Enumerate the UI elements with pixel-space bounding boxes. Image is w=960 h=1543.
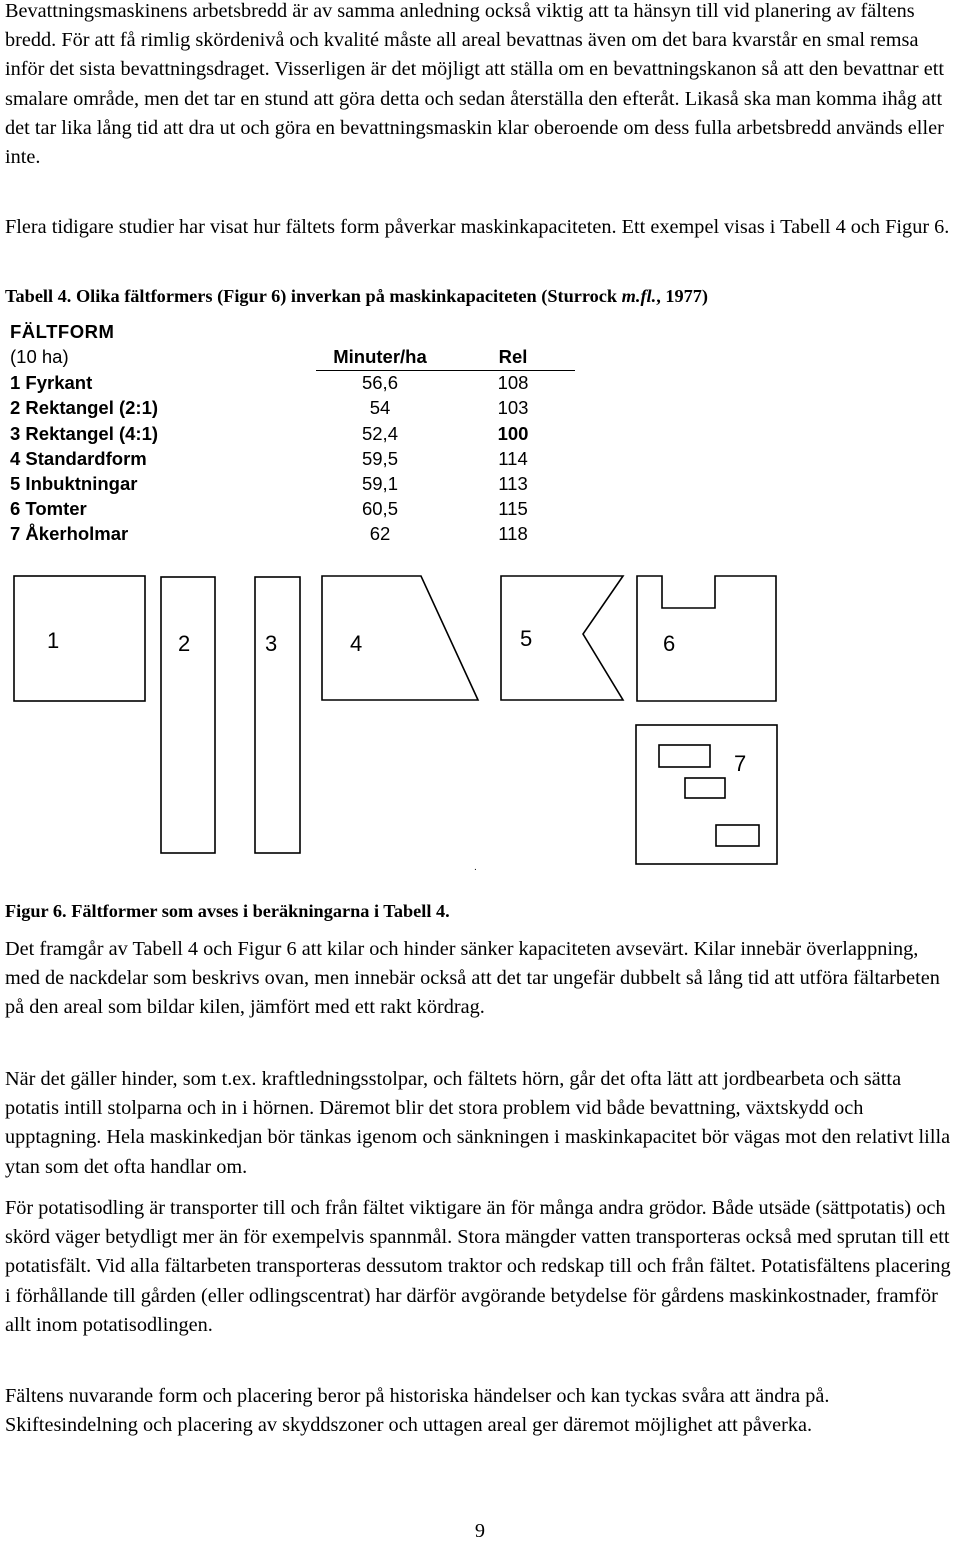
table-cell-rel: 108 bbox=[497, 372, 529, 393]
table-subtitle: (10 ha) bbox=[10, 346, 69, 367]
table-cell-rel: 115 bbox=[498, 498, 528, 519]
table-row-label: 4 Standardform bbox=[10, 448, 147, 469]
field-shapes-figure bbox=[0, 560, 960, 880]
col-header-rel: Rel bbox=[498, 346, 528, 367]
shape-label: 4 bbox=[350, 631, 363, 656]
islet-3 bbox=[716, 825, 759, 846]
figure-dot: . bbox=[474, 862, 477, 873]
shape-label: 5 bbox=[520, 626, 533, 651]
table-cell-minutes: 52,4 bbox=[361, 423, 398, 444]
shape-plots bbox=[637, 576, 776, 701]
table-row-label: 1 Fyrkant bbox=[10, 372, 93, 393]
table-cell-minutes: 59,1 bbox=[361, 473, 398, 494]
paragraph-obstacles: När det gäller hinder, som t.ex. kraftledningsstolpar, och fältets hörn, går det ofta lätt att jordbearbeta och sätta potatis intill stolparna och in i hörnen. Däremot blir det stora problem vid både bevattning, växtskydd och upptagning. Hela maskinkedjan bör tänkas igenom och sänkningen i maskinkapacitet bör vägas mot den relativt lilla ytan som det ofta handlar om. bbox=[5, 1068, 951, 1178]
table-row-label: 2 Rektangel (2:1) bbox=[10, 397, 159, 418]
islet-2 bbox=[685, 778, 725, 798]
paragraph-irrigation-width: Bevattningsmaskinens arbetsbredd är av samma anledning också viktig att ta hänsyn till vid planering av fältens bredd. För att få rimlig skördenivå och kvalité måste all areal bevattnas även om det bara kvarstår en smal remsa inför det sista bevattningsdraget. Visserligen är det möjligt att ställa om en bevattningskanon så att den bevattnar ett smalare område, men det tar en stund att göra detta och sedan återställa den efteråt. Likaså ska man komma ihåg att det tar lika lång tid att dra ut och göra en bevattningsmaskin klar oberoende om dess fulla arbetsbredd används eller inte. bbox=[5, 0, 944, 169]
table-cell-rel: 114 bbox=[498, 448, 528, 469]
shape-field-islets bbox=[636, 725, 777, 864]
shape-label: 6 bbox=[663, 631, 676, 656]
table-cell-minutes: 62 bbox=[369, 523, 391, 544]
table-row-label: 7 Åkerholmar bbox=[10, 523, 129, 544]
table-row-label: 3 Rektangel (4:1) bbox=[10, 423, 159, 444]
page-number: 9 bbox=[474, 1520, 486, 1542]
table-row-label: 5 Inbuktningar bbox=[10, 473, 138, 494]
table-cell-minutes: 56,6 bbox=[361, 372, 398, 393]
table-cell-rel: 118 bbox=[498, 523, 528, 544]
shape-label: 3 bbox=[265, 631, 278, 656]
paragraph-wedges: Det framgår av Tabell 4 och Figur 6 att kilar och hinder sänker kapaciteten avsevärt. Kilar innebär överlappning, med de nackdelar som beskrivs ovan, men innebär också att det tar ungefär dubbelt så lång tid att utföra fältarbeten på den areal som bildar kilen, jämfört med ett rakt kördrag. bbox=[5, 938, 940, 1019]
table-title: FÄLTFORM bbox=[10, 321, 115, 342]
col-header-minutes: Minuter/ha bbox=[333, 346, 427, 367]
paragraph-field-shape-studies: Flera tidigare studier har visat hur fältets form påverkar maskinkapaciteten. Ett exempel visas i Tabell 4 och Figur 6. bbox=[5, 216, 950, 238]
shape-square bbox=[14, 576, 145, 701]
table-header-rule bbox=[316, 370, 575, 371]
table-cell-minutes: 54 bbox=[369, 397, 391, 418]
paragraph-field-placement: Fältens nuvarande form och placering beror på historiska händelser och kan tyckas svåra att ändra på. Skiftesindelning och placering av skyddszoner och uttagen areal ger däremot möjlighet att påverka. bbox=[5, 1385, 830, 1437]
islet-1 bbox=[659, 745, 710, 767]
shape-label: 7 bbox=[734, 751, 747, 776]
table-cell-minutes: 60,5 bbox=[361, 498, 398, 519]
table-caption: Tabell 4. Olika fältformers (Figur 6) inverkan på maskinkapaciteten (Sturrock m.fl., 1977) bbox=[5, 286, 708, 306]
table-cell-rel: 113 bbox=[498, 473, 528, 494]
shape-rectangle-2-1 bbox=[161, 577, 215, 853]
table-cell-minutes: 59,5 bbox=[361, 448, 398, 469]
table-cell-rel: 100 bbox=[497, 423, 529, 444]
paragraph-transport: För potatisodling är transporter till och från fältet viktigare än för många andra grödor. Både utsäde (sättpotatis) och skörd väger betydligt mer än för exempelvis spannmål. Stora mängder vatten transporteras också med sprutan till ett potatisfält. Vid alla fältarbeten transporteras dessutom traktor och redskap till och från fältet. Potatisfältens placering i förhållande till gården (eller odlingscentrat) har därför avgörande betydelse för gårdens maskinkostnader, framför allt inom potatisodlingen. bbox=[5, 1197, 951, 1336]
shape-standard bbox=[322, 576, 478, 700]
shape-label: 2 bbox=[178, 631, 191, 656]
figure-caption: Figur 6. Fältformer som avses i beräkningarna i Tabell 4. bbox=[5, 901, 450, 921]
shape-label: 1 bbox=[47, 628, 60, 653]
table-cell-rel: 103 bbox=[497, 397, 529, 418]
shape-rectangle-4-1 bbox=[255, 577, 300, 853]
table-row-label: 6 Tomter bbox=[10, 498, 87, 519]
